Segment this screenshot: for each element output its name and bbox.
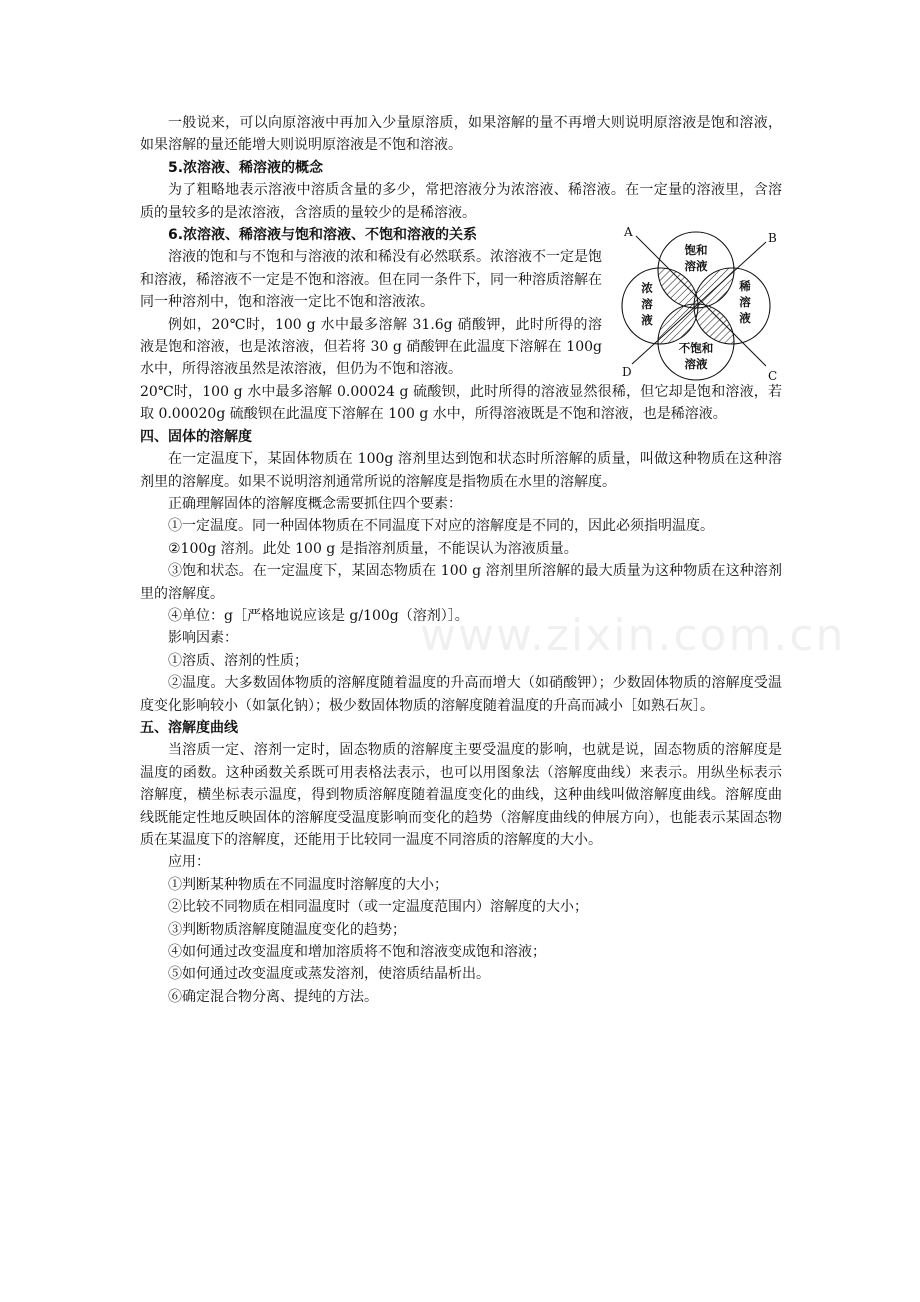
section-heading: 五、溶解度曲线 <box>140 719 238 736</box>
list-item: ②比较不同物质在相同温度时（或一定温度范围内）溶解度的大小； <box>168 899 588 916</box>
list-item: ①溶质、溶剂的性质； <box>168 652 308 669</box>
section-heading: 四、固体的溶解度 <box>140 428 252 445</box>
unsaturated-label: 溶液 <box>684 357 708 372</box>
corner-label-a: A <box>624 225 633 240</box>
paragraph: 例如，20℃时，100 g 水中最多溶解 31.6g 硝酸钾，此时所得的溶液是饱和溶液，也是浓溶液，但若将 30 g 硝酸钾在此温度下溶解在 100g 水中，所得溶液虽然是浓溶液，但仍为不饱和溶液。 <box>140 316 602 378</box>
list-item: ⑤如何通过改变温度或蒸发溶剂，使溶质结晶析出。 <box>168 966 490 983</box>
paragraph: 正确理解固体的溶解度概念需要抓住四个要素： <box>168 495 462 512</box>
list-item: ④单位：g［严格地说应该是 g/100g（溶剂）］。 <box>168 607 469 624</box>
dilute-label: 溶 <box>739 295 751 310</box>
wrapped-figure-block <box>140 224 782 384</box>
unsaturated-label: 不饱和 <box>678 341 714 356</box>
watermark: www.zixin.com.cn <box>420 610 846 661</box>
concentrated-label: 浓 <box>641 281 653 296</box>
paragraph: 影响因素： <box>168 630 238 647</box>
list-item: ④如何通过改变温度和增加溶质将不饱和溶液变成饱和溶液； <box>168 944 546 961</box>
list-item: ③判断物质溶解度随温度变化的趋势； <box>168 921 406 938</box>
paragraph: 一般说来，可以向原溶液中再加入少量原溶质，如果溶解的量不再增大则说明原溶液是饱和溶液，如果溶解的量还能增大则说明原溶液是不饱和溶液。 <box>140 115 782 154</box>
list-item: ⑥确定混合物分离、提纯的方法。 <box>168 988 378 1005</box>
paragraph: 应用： <box>168 854 210 871</box>
paragraph: 当溶质一定、溶剂一定时，固态物质的溶解度主要受温度的影响，也就是说，固态物质的溶解度是温度的函数。这种函数关系既可用表格法表示，也可以用图象法（溶解度曲线）来表示。用纵坐标表示溶解度，横坐标表示温度，得到物质溶解度随着温度变化的曲线，这种曲线叫做溶解度曲线。溶解度曲线既能定性地反映固体的溶解度受温度影响而变化的趋势（溶解度曲线的伸展方向），也能表示某固态物质在某温度下的溶解度，还能用于比较同一温度不同溶质的溶解度的大小。 <box>140 742 782 848</box>
paragraph: 溶液的饱和与不饱和与溶液的浓和稀没有必然联系。浓溶液不一定是饱和溶液，稀溶液不一定是不饱和溶液。但在同一条件下，同一种溶质溶解在同一种溶剂中，饱和溶液一定比不饱和溶液浓。 <box>140 249 602 311</box>
list-item: ①判断某种物质在不同温度时溶解度的大小； <box>168 876 448 893</box>
dilute-label: 液 <box>739 311 751 326</box>
dilute-label: 稀 <box>739 279 751 294</box>
saturated-label: 溶液 <box>684 259 708 274</box>
list-item: ②温度。大多数固体物质的溶解度随着温度的升高而增大（如硝酸钾）；少数固体物质的溶解度受温度变化影响较小（如氯化钠）；极少数固体物质的溶解度随着温度的升高而减小［如熟石灰］。 <box>140 675 782 714</box>
list-item: ①一定温度。同一种固体物质在不同温度下对应的溶解度是不同的，因此必须指明温度。 <box>168 518 714 535</box>
corner-label-b: B <box>768 231 777 246</box>
document-body <box>140 112 782 1008</box>
paragraph: 20℃时，100 g 水中最多溶解 0.00024 g 硫酸钡，此时所得的溶液显然很稀，但它却是饱和溶液，若取 0.00020g 硫酸钡在此温度下溶解在 100 g 水中，所得溶液既是不饱和溶液，也是稀溶液。 <box>140 383 782 423</box>
corner-label-d: D <box>622 365 632 380</box>
list-item: ②100g 溶剂。此处 100 g 是指溶剂质量，不能误认为溶液质量。 <box>168 540 578 557</box>
solution-relationship-diagram <box>610 224 782 384</box>
section-heading: 6.浓溶液、稀溶液与饱和溶液、不饱和溶液的关系 <box>168 227 478 244</box>
saturated-label: 饱和 <box>684 243 708 258</box>
concentrated-label: 溶 <box>641 297 653 312</box>
corner-label-c: C <box>768 369 778 384</box>
paragraph: 为了粗略地表示溶液中溶质含量的多少，常把溶液分为浓溶液、稀溶液。在一定量的溶液里，含溶质的量较多的是浓溶液，含溶质的量较少的是稀溶液。 <box>140 182 782 221</box>
list-item: ③饱和状态。在一定温度下，某固态物质在 100 g 溶剂里所溶解的最大质量为这种物质在这种溶剂里的溶解度。 <box>140 563 782 602</box>
concentrated-label: 液 <box>641 313 653 328</box>
section-heading: 5.浓溶液、稀溶液的概念 <box>168 159 324 176</box>
paragraph: 在一定温度下，某固体物质在 100g 溶剂里达到饱和状态时所溶解的质量，叫做这种物质在这种溶剂里的溶解度。如果不说明溶剂通常所说的溶解度是指物质在水里的溶解度。 <box>140 451 782 490</box>
